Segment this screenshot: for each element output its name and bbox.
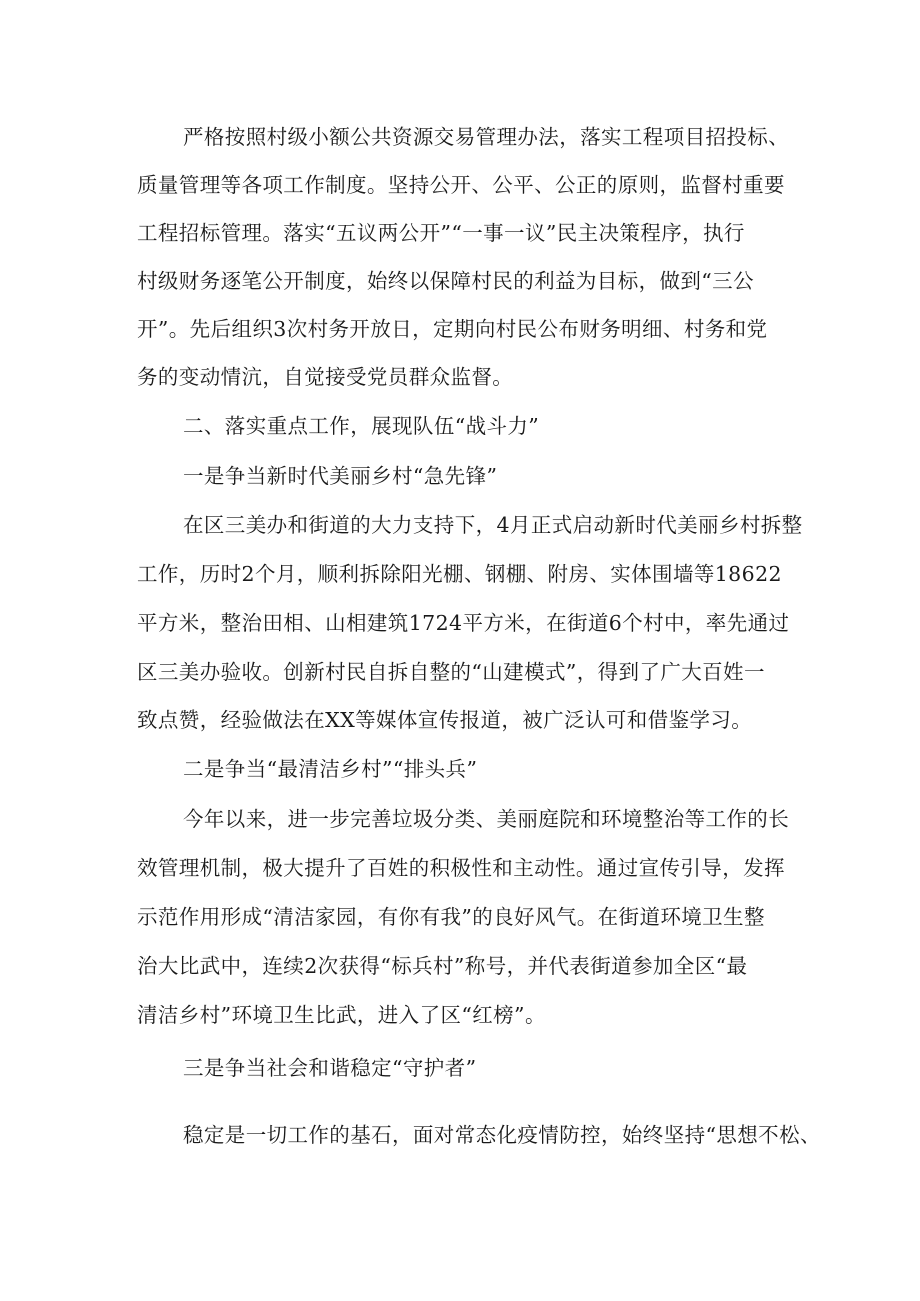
text-line: 稳定是一切工作的基石，面对常态化疫情防控，始终坚持“思想不松、 (183, 1123, 821, 1147)
text-line: 清洁乡村”环境卫生比武，进入了区“红榜”。 (137, 1003, 546, 1027)
text-line: 致点赞，经验做法在XX等媒体宣传报道，被广泛认可和借鉴学习。 (137, 708, 753, 732)
text-line: 工作，历时2个月，顺利拆除阳光棚、钢棚、附房、实体围墙等18622 (137, 562, 782, 586)
subsection-heading: 三是争当社会和谐稳定“守护者” (183, 1056, 477, 1080)
text-line: 平方米，整治田相、山相建筑1724平方米，在街道6个村中，率先通过 (137, 611, 790, 635)
text-line: 今年以来，进一步完善垃圾分类、美丽庭院和环境整治等工作的长 (183, 807, 790, 831)
text-line: 在区三美办和街道的大力支持下，4月正式启动新时代美丽乡村拆整 (183, 513, 803, 537)
text-line: 务的变动情沆，自觉接受党员群众监督。 (137, 365, 514, 389)
subsection-heading: 二是争当“最清洁乡村”“排头兵” (183, 757, 478, 781)
text-line: 效管理机制，极大提升了百姓的积极性和主动性。通过宣传引导，发挥 (137, 856, 785, 880)
text-line: 质量管理等各项工作制度。坚持公开、公平、公正的原则，监督村重要 (137, 173, 785, 197)
text-line: 区三美办验收。创新村民自拆自整的“山建模式”，得到了广大百姓一 (137, 660, 765, 684)
section-heading: 二、落实重点工作，展现队伍“战斗力” (183, 414, 540, 438)
text-line: 工程招标管理。落实“五议两公开”“一事一议”民主决策程序，执行 (137, 221, 745, 245)
text-line: 开”。先后组织3次村务开放日，定期向村民公布财务明细、村务和党 (137, 317, 768, 341)
text-line: 示范作用形成“清洁家园，有你有我”的良好风气。在街道环境卫生整 (137, 905, 765, 929)
text-line: 治大比武中，连续2次获得“标兵村”称号，并代表街道参加全区“最 (137, 954, 748, 978)
subsection-heading: 一是争当新时代美丽乡村“急先锋” (183, 464, 498, 488)
text-line: 严格按照村级小额公共资源交易管理办法，落实工程项目招投标、 (183, 125, 790, 149)
text-line: 村级财务逐笔公开制度，始终以保障村民的利益为目标，做到“三公 (137, 269, 754, 293)
